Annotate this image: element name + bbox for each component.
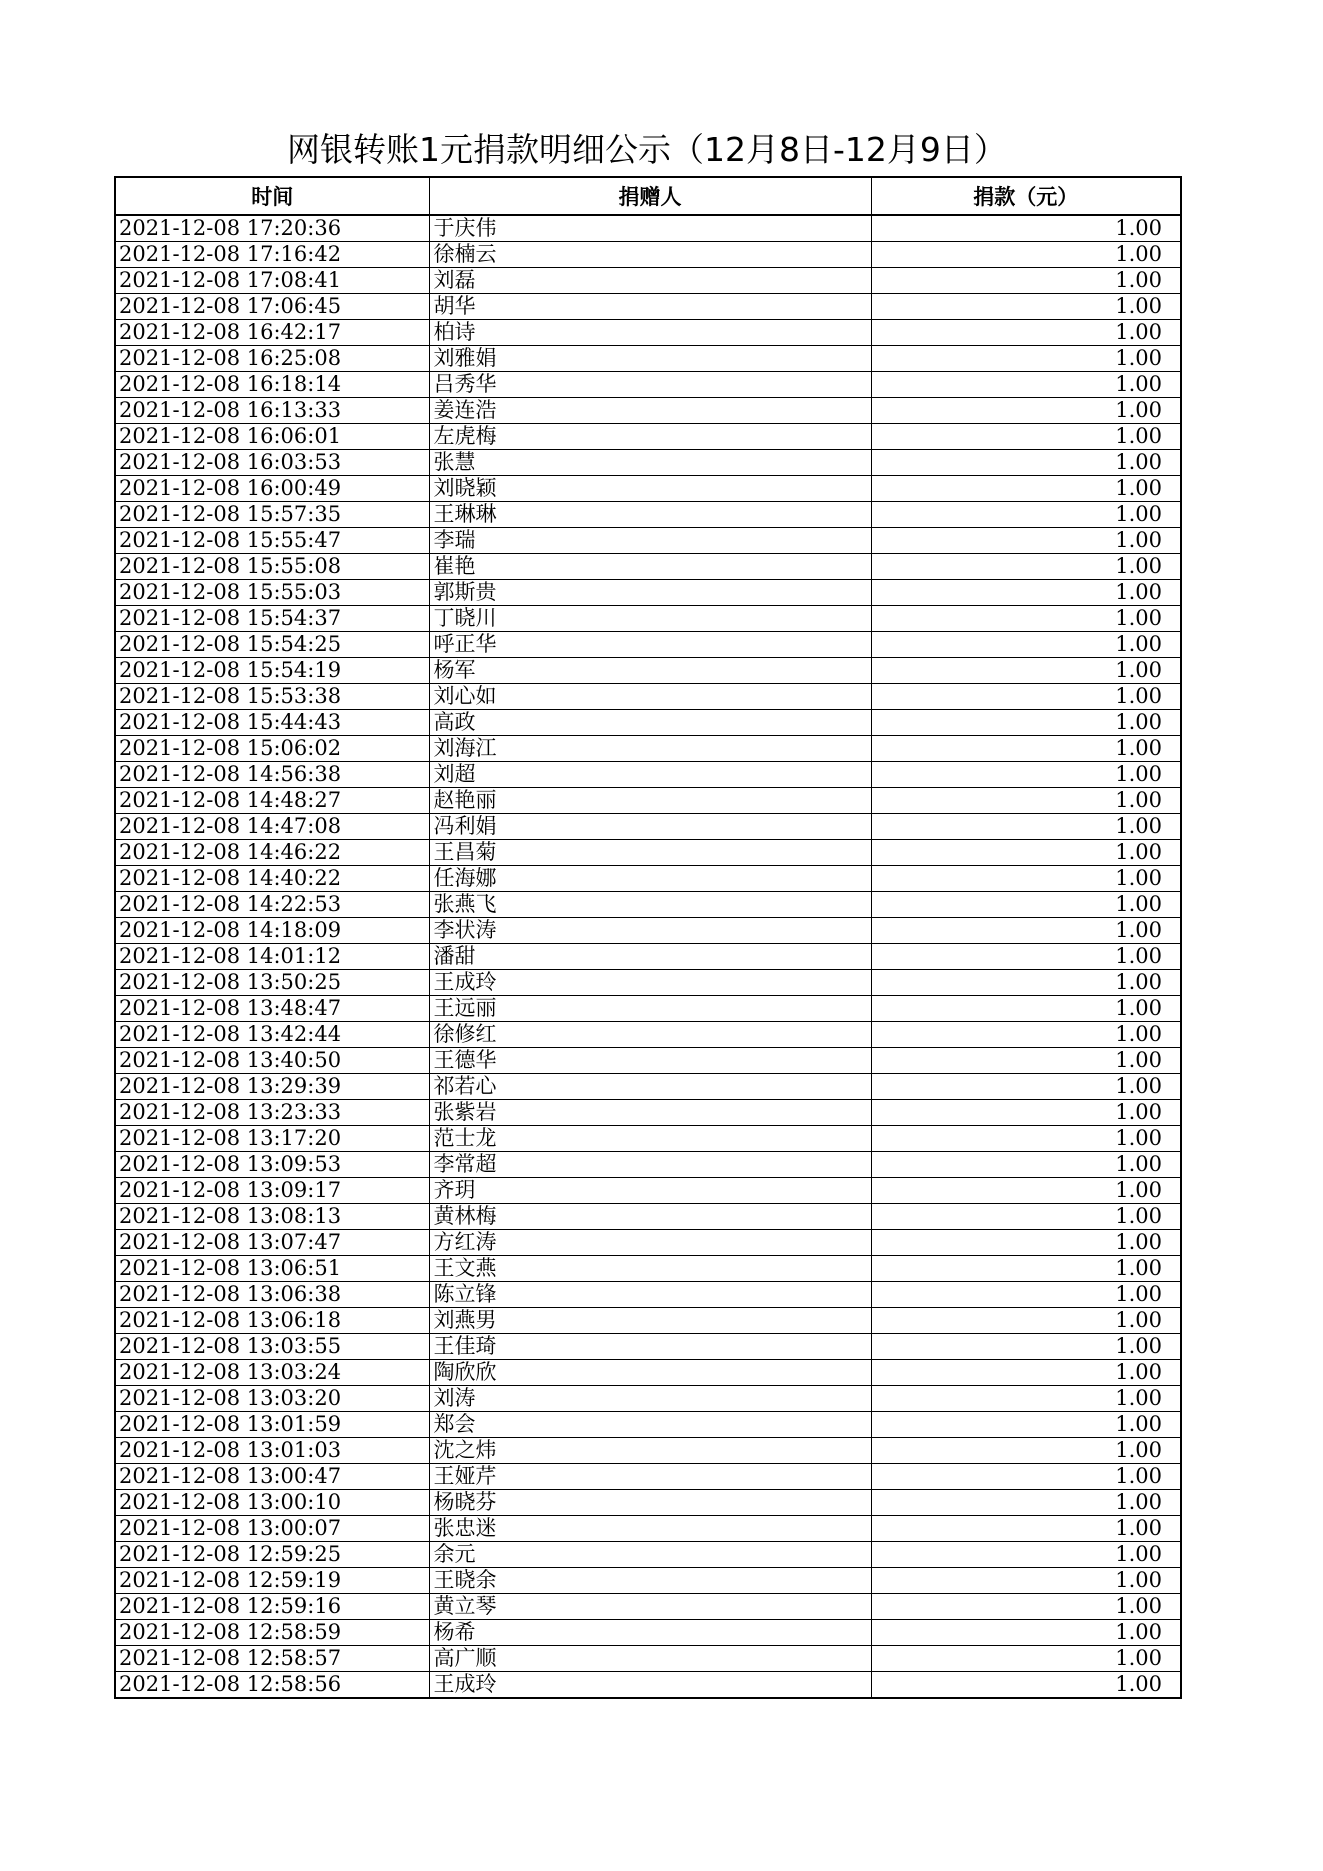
cell-donor: 刘磊 <box>429 268 871 294</box>
cell-donor: 刘超 <box>429 762 871 788</box>
cell-time: 2021-12-08 12:58:59 <box>115 1620 429 1646</box>
cell-time: 2021-12-08 13:00:07 <box>115 1516 429 1542</box>
cell-amount: 1.00 <box>871 1438 1181 1464</box>
cell-time: 2021-12-08 14:18:09 <box>115 918 429 944</box>
cell-time: 2021-12-08 15:54:25 <box>115 632 429 658</box>
table-row <box>115 476 1181 502</box>
table-row <box>115 1620 1181 1646</box>
cell-donor: 刘海江 <box>429 736 871 762</box>
table-row <box>115 892 1181 918</box>
cell-amount: 1.00 <box>871 606 1181 632</box>
table-row <box>115 840 1181 866</box>
cell-time: 2021-12-08 16:13:33 <box>115 398 429 424</box>
table-row <box>115 1204 1181 1230</box>
cell-time: 2021-12-08 15:55:47 <box>115 528 429 554</box>
cell-amount: 1.00 <box>871 502 1181 528</box>
cell-donor: 左虎梅 <box>429 424 871 450</box>
cell-time: 2021-12-08 13:06:51 <box>115 1256 429 1282</box>
cell-donor: 杨晓芬 <box>429 1490 871 1516</box>
cell-amount: 1.00 <box>871 1022 1181 1048</box>
cell-time: 2021-12-08 15:55:08 <box>115 554 429 580</box>
cell-donor: 王晓余 <box>429 1568 871 1594</box>
cell-time: 2021-12-08 15:54:19 <box>115 658 429 684</box>
cell-amount: 1.00 <box>871 970 1181 996</box>
table-row <box>115 1334 1181 1360</box>
cell-time: 2021-12-08 13:42:44 <box>115 1022 429 1048</box>
cell-donor: 祁若心 <box>429 1074 871 1100</box>
cell-donor: 王远丽 <box>429 996 871 1022</box>
cell-time: 2021-12-08 16:06:01 <box>115 424 429 450</box>
cell-amount: 1.00 <box>871 840 1181 866</box>
cell-time: 2021-12-08 14:22:53 <box>115 892 429 918</box>
cell-time: 2021-12-08 13:17:20 <box>115 1126 429 1152</box>
table-row <box>115 320 1181 346</box>
cell-amount: 1.00 <box>871 996 1181 1022</box>
cell-amount: 1.00 <box>871 320 1181 346</box>
cell-donor: 陶欣欣 <box>429 1360 871 1386</box>
cell-donor: 杨希 <box>429 1620 871 1646</box>
table-row <box>115 1074 1181 1100</box>
cell-time: 2021-12-08 12:59:25 <box>115 1542 429 1568</box>
table-row <box>115 918 1181 944</box>
cell-donor: 任海娜 <box>429 866 871 892</box>
cell-time: 2021-12-08 14:48:27 <box>115 788 429 814</box>
cell-amount: 1.00 <box>871 1334 1181 1360</box>
table-row <box>115 398 1181 424</box>
cell-donor: 丁晓川 <box>429 606 871 632</box>
cell-time: 2021-12-08 12:59:16 <box>115 1594 429 1620</box>
cell-amount: 1.00 <box>871 1568 1181 1594</box>
table-row <box>115 450 1181 476</box>
cell-amount: 1.00 <box>871 1386 1181 1412</box>
cell-time: 2021-12-08 12:58:56 <box>115 1672 429 1699</box>
cell-time: 2021-12-08 13:00:47 <box>115 1464 429 1490</box>
table-row <box>115 1646 1181 1672</box>
cell-time: 2021-12-08 13:03:20 <box>115 1386 429 1412</box>
table-row <box>115 1100 1181 1126</box>
cell-time: 2021-12-08 14:47:08 <box>115 814 429 840</box>
table-row <box>115 1256 1181 1282</box>
cell-time: 2021-12-08 16:00:49 <box>115 476 429 502</box>
table-row <box>115 268 1181 294</box>
cell-amount: 1.00 <box>871 1464 1181 1490</box>
table-row <box>115 632 1181 658</box>
table-row <box>115 1438 1181 1464</box>
cell-time: 2021-12-08 13:50:25 <box>115 970 429 996</box>
cell-time: 2021-12-08 12:59:19 <box>115 1568 429 1594</box>
table-row <box>115 1516 1181 1542</box>
cell-donor: 余元 <box>429 1542 871 1568</box>
cell-time: 2021-12-08 13:07:47 <box>115 1230 429 1256</box>
cell-amount: 1.00 <box>871 1672 1181 1699</box>
table-body <box>115 215 1181 1698</box>
cell-amount: 1.00 <box>871 1256 1181 1282</box>
cell-amount: 1.00 <box>871 1178 1181 1204</box>
cell-donor: 胡华 <box>429 294 871 320</box>
cell-time: 2021-12-08 13:48:47 <box>115 996 429 1022</box>
cell-amount: 1.00 <box>871 684 1181 710</box>
table-row <box>115 814 1181 840</box>
table-row <box>115 1152 1181 1178</box>
cell-donor: 姜连浩 <box>429 398 871 424</box>
column-header-amount: 捐款（元） <box>871 177 1181 215</box>
cell-amount: 1.00 <box>871 1100 1181 1126</box>
cell-amount: 1.00 <box>871 1282 1181 1308</box>
table-row <box>115 684 1181 710</box>
table-row <box>115 736 1181 762</box>
cell-donor: 冯利娟 <box>429 814 871 840</box>
table-row <box>115 215 1181 242</box>
cell-donor: 刘心如 <box>429 684 871 710</box>
cell-donor: 沈之炜 <box>429 1438 871 1464</box>
cell-amount: 1.00 <box>871 1230 1181 1256</box>
cell-time: 2021-12-08 15:53:38 <box>115 684 429 710</box>
table-row <box>115 1230 1181 1256</box>
cell-donor: 陈立锋 <box>429 1282 871 1308</box>
cell-donor: 杨军 <box>429 658 871 684</box>
cell-amount: 1.00 <box>871 1360 1181 1386</box>
cell-donor: 徐修红 <box>429 1022 871 1048</box>
cell-donor: 方红涛 <box>429 1230 871 1256</box>
cell-time: 2021-12-08 13:06:38 <box>115 1282 429 1308</box>
cell-amount: 1.00 <box>871 450 1181 476</box>
cell-donor: 郭斯贵 <box>429 580 871 606</box>
cell-amount: 1.00 <box>871 762 1181 788</box>
cell-time: 2021-12-08 13:03:24 <box>115 1360 429 1386</box>
cell-amount: 1.00 <box>871 1542 1181 1568</box>
table-row <box>115 1308 1181 1334</box>
cell-time: 2021-12-08 12:58:57 <box>115 1646 429 1672</box>
cell-time: 2021-12-08 13:01:03 <box>115 1438 429 1464</box>
cell-amount: 1.00 <box>871 528 1181 554</box>
table-row <box>115 944 1181 970</box>
table-row <box>115 866 1181 892</box>
cell-time: 2021-12-08 13:29:39 <box>115 1074 429 1100</box>
table-row <box>115 580 1181 606</box>
column-header-time: 时间 <box>115 177 429 215</box>
cell-donor: 王成玲 <box>429 1672 871 1699</box>
cell-amount: 1.00 <box>871 1308 1181 1334</box>
table-row <box>115 1386 1181 1412</box>
page-title: 网银转账1元捐款明细公示（12月8日-12月9日） <box>287 130 1007 169</box>
table-row <box>115 372 1181 398</box>
table-row <box>115 346 1181 372</box>
cell-donor: 徐楠云 <box>429 242 871 268</box>
cell-donor: 潘甜 <box>429 944 871 970</box>
cell-donor: 呼正华 <box>429 632 871 658</box>
cell-time: 2021-12-08 14:46:22 <box>115 840 429 866</box>
cell-donor: 李常超 <box>429 1152 871 1178</box>
cell-donor: 赵艳丽 <box>429 788 871 814</box>
table-row <box>115 502 1181 528</box>
cell-time: 2021-12-08 13:01:59 <box>115 1412 429 1438</box>
cell-amount: 1.00 <box>871 1074 1181 1100</box>
cell-amount: 1.00 <box>871 632 1181 658</box>
table-row <box>115 1282 1181 1308</box>
cell-amount: 1.00 <box>871 736 1181 762</box>
cell-donor: 张忠迷 <box>429 1516 871 1542</box>
cell-amount: 1.00 <box>871 1204 1181 1230</box>
cell-amount: 1.00 <box>871 1048 1181 1074</box>
cell-time: 2021-12-08 13:00:10 <box>115 1490 429 1516</box>
cell-amount: 1.00 <box>871 1412 1181 1438</box>
cell-amount: 1.00 <box>871 476 1181 502</box>
table-row <box>115 242 1181 268</box>
cell-amount: 1.00 <box>871 1594 1181 1620</box>
cell-amount: 1.00 <box>871 1490 1181 1516</box>
table-row <box>115 528 1181 554</box>
cell-donor: 吕秀华 <box>429 372 871 398</box>
cell-amount: 1.00 <box>871 346 1181 372</box>
cell-amount: 1.00 <box>871 918 1181 944</box>
cell-time: 2021-12-08 14:01:12 <box>115 944 429 970</box>
cell-time: 2021-12-08 16:18:14 <box>115 372 429 398</box>
cell-amount: 1.00 <box>871 866 1181 892</box>
table-row <box>115 606 1181 632</box>
cell-amount: 1.00 <box>871 398 1181 424</box>
cell-donor: 王成玲 <box>429 970 871 996</box>
cell-donor: 王琳琳 <box>429 502 871 528</box>
cell-time: 2021-12-08 17:08:41 <box>115 268 429 294</box>
cell-donor: 高政 <box>429 710 871 736</box>
table-row <box>115 1672 1181 1699</box>
cell-time: 2021-12-08 13:23:33 <box>115 1100 429 1126</box>
cell-time: 2021-12-08 15:57:35 <box>115 502 429 528</box>
cell-time: 2021-12-08 14:40:22 <box>115 866 429 892</box>
table-row <box>115 658 1181 684</box>
cell-amount: 1.00 <box>871 554 1181 580</box>
cell-donor: 王娅芹 <box>429 1464 871 1490</box>
table-header-row <box>115 177 1181 215</box>
table-row <box>115 1360 1181 1386</box>
cell-time: 2021-12-08 14:56:38 <box>115 762 429 788</box>
cell-donor: 柏诗 <box>429 320 871 346</box>
table-row <box>115 1594 1181 1620</box>
cell-amount: 1.00 <box>871 1646 1181 1672</box>
cell-donor: 张紫岩 <box>429 1100 871 1126</box>
cell-donor: 刘晓颖 <box>429 476 871 502</box>
cell-time: 2021-12-08 15:06:02 <box>115 736 429 762</box>
cell-donor: 王德华 <box>429 1048 871 1074</box>
cell-amount: 1.00 <box>871 294 1181 320</box>
cell-donor: 李状涛 <box>429 918 871 944</box>
cell-donor: 刘燕男 <box>429 1308 871 1334</box>
cell-donor: 黄林梅 <box>429 1204 871 1230</box>
cell-donor: 张慧 <box>429 450 871 476</box>
cell-time: 2021-12-08 13:09:17 <box>115 1178 429 1204</box>
cell-amount: 1.00 <box>871 658 1181 684</box>
cell-time: 2021-12-08 13:06:18 <box>115 1308 429 1334</box>
cell-amount: 1.00 <box>871 710 1181 736</box>
cell-amount: 1.00 <box>871 1516 1181 1542</box>
cell-donor: 黄立琴 <box>429 1594 871 1620</box>
cell-amount: 1.00 <box>871 1126 1181 1152</box>
cell-amount: 1.00 <box>871 944 1181 970</box>
table-row <box>115 1568 1181 1594</box>
cell-amount: 1.00 <box>871 1152 1181 1178</box>
cell-donor: 李瑞 <box>429 528 871 554</box>
table-row <box>115 1490 1181 1516</box>
cell-donor: 王佳琦 <box>429 1334 871 1360</box>
cell-time: 2021-12-08 17:16:42 <box>115 242 429 268</box>
cell-amount: 1.00 <box>871 580 1181 606</box>
cell-time: 2021-12-08 15:44:43 <box>115 710 429 736</box>
cell-amount: 1.00 <box>871 424 1181 450</box>
cell-time: 2021-12-08 15:54:37 <box>115 606 429 632</box>
cell-amount: 1.00 <box>871 814 1181 840</box>
table-row <box>115 970 1181 996</box>
table-row <box>115 554 1181 580</box>
table-row <box>115 996 1181 1022</box>
table-row <box>115 1464 1181 1490</box>
donation-table <box>114 176 1182 1699</box>
table-row <box>115 1048 1181 1074</box>
table-row <box>115 762 1181 788</box>
table-row <box>115 294 1181 320</box>
table-row <box>115 788 1181 814</box>
cell-donor: 崔艳 <box>429 554 871 580</box>
cell-donor: 高广顺 <box>429 1646 871 1672</box>
cell-donor: 刘雅娟 <box>429 346 871 372</box>
table-row <box>115 1542 1181 1568</box>
cell-donor: 郑会 <box>429 1412 871 1438</box>
cell-time: 2021-12-08 16:25:08 <box>115 346 429 372</box>
column-header-donor: 捐赠人 <box>429 177 871 215</box>
cell-time: 2021-12-08 13:09:53 <box>115 1152 429 1178</box>
cell-donor: 于庆伟 <box>429 215 871 242</box>
cell-donor: 张燕飞 <box>429 892 871 918</box>
cell-time: 2021-12-08 13:40:50 <box>115 1048 429 1074</box>
cell-amount: 1.00 <box>871 268 1181 294</box>
cell-time: 2021-12-08 17:20:36 <box>115 215 429 242</box>
cell-amount: 1.00 <box>871 1620 1181 1646</box>
table-row <box>115 1022 1181 1048</box>
table-row <box>115 424 1181 450</box>
cell-time: 2021-12-08 16:03:53 <box>115 450 429 476</box>
table-row <box>115 1126 1181 1152</box>
cell-time: 2021-12-08 13:03:55 <box>115 1334 429 1360</box>
cell-donor: 王昌菊 <box>429 840 871 866</box>
cell-time: 2021-12-08 13:08:13 <box>115 1204 429 1230</box>
table-row <box>115 1178 1181 1204</box>
cell-amount: 1.00 <box>871 215 1181 242</box>
cell-amount: 1.00 <box>871 372 1181 398</box>
cell-donor: 范士龙 <box>429 1126 871 1152</box>
cell-amount: 1.00 <box>871 892 1181 918</box>
cell-time: 2021-12-08 17:06:45 <box>115 294 429 320</box>
table-row <box>115 1412 1181 1438</box>
table-row <box>115 710 1181 736</box>
cell-donor: 王文燕 <box>429 1256 871 1282</box>
cell-donor: 刘涛 <box>429 1386 871 1412</box>
cell-time: 2021-12-08 16:42:17 <box>115 320 429 346</box>
cell-donor: 齐玥 <box>429 1178 871 1204</box>
cell-amount: 1.00 <box>871 788 1181 814</box>
cell-amount: 1.00 <box>871 242 1181 268</box>
cell-time: 2021-12-08 15:55:03 <box>115 580 429 606</box>
